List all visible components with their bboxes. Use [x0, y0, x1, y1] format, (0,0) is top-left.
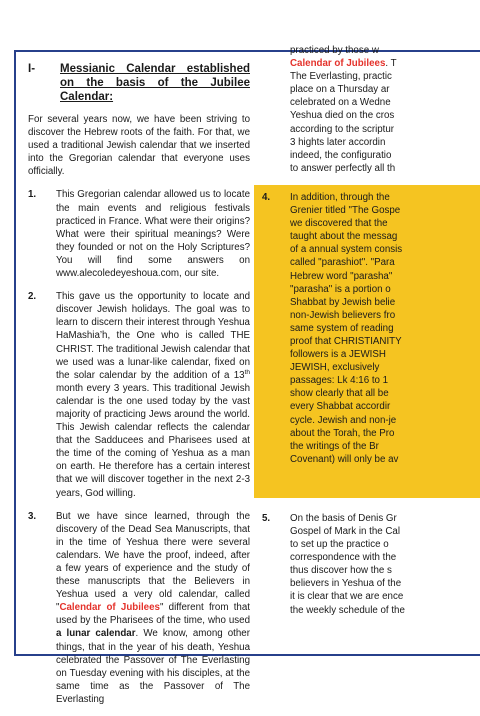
list-item-2	[28, 290, 250, 500]
item-number: 3.	[28, 510, 37, 522]
text-line: Covenant) will only be av	[290, 453, 399, 465]
highlight-box	[254, 185, 480, 498]
text-line: believers in Yeshua of the	[290, 578, 402, 590]
text-line: Grenier titled "The Gospe	[290, 205, 401, 217]
item-number: 5.	[262, 512, 271, 524]
item-text-cont: " different from that used by the Pharisees of the time, who used	[56, 602, 250, 627]
list-item-5	[262, 512, 480, 617]
text-line: every Shabbat accordir	[290, 401, 391, 413]
text-line: proof that CHRISTIANITY	[290, 335, 402, 347]
text-line: non-Jewish believers fro	[290, 309, 396, 321]
text-line: same system of reading	[290, 322, 394, 334]
item-text-end: . We know, among other things, that in the year of his death, Yeshua celebrated the Passover of The Everlasting on Tuesday evening with his disciples, at the same time as the Passover of The Everlasting	[56, 628, 250, 705]
text-line: show clearly that all be	[290, 388, 389, 400]
text-line: Hebrew word "parasha"	[290, 270, 393, 282]
section-number: I-	[28, 63, 36, 75]
text-line: JEWISH, exclusively	[290, 362, 380, 374]
text-line: about the Torah, the Pro	[290, 427, 395, 439]
bold-term: a lunar calendar	[56, 628, 136, 640]
text-line: The Everlasting, practic	[290, 71, 392, 83]
section-heading	[28, 62, 250, 104]
text-line: "parasha" is a portion o	[290, 283, 391, 295]
text-line: passages: Lk 4:16 to 1	[290, 375, 389, 387]
text-line: called "parashiot". "Para	[290, 257, 395, 269]
text-line: In addition, through the	[290, 191, 390, 203]
text-line: indeed, the configuratio	[290, 149, 392, 161]
item-number: 4.	[262, 191, 271, 203]
text-line: practiced by those w	[290, 45, 379, 56]
text-line: correspondence with the	[290, 552, 397, 564]
text-line: Calendar of Jubilees. T	[290, 58, 397, 70]
item-number: 1.	[28, 189, 37, 201]
text-line: place on a Thursday ar	[290, 84, 390, 96]
list-item-4	[262, 191, 480, 492]
list-item-3	[28, 510, 250, 706]
text-line: to answer perfectly all th	[290, 162, 396, 174]
text-line: it is clear that we are ence	[290, 591, 404, 603]
highlight-term: Calendar of Jubilees	[59, 602, 160, 614]
item-body	[290, 191, 480, 492]
item-text: This gave us the opportunity to locate and discover Jewish holidays. The goal was to learn to discern their interest through Yeshua HaMashia’h, the One who is called THE CHRIST. The traditional Jewish calendar that we used was a lunar-like calendar, fixed on the solar calendar by the addition of a 13	[56, 291, 250, 381]
item-text-cont: month every 3 years. This traditional Jewish calendar is the one used today by the vast majority of practicing Jews around the world. This Jewish calendar reflects the calendar that the Sadducees and Pharisees used at the time of the coming of Yeshua as a man on earth. He therefore has a certain interest that we will discover together in the next 2-3 years, God willing.	[56, 382, 250, 499]
section-title: Messianic Calendar established on the basis of the Jubilee Calendar:	[60, 63, 250, 103]
text-line: Gospel of Mark in the Cal	[290, 526, 401, 537]
text-line: followers is a JEWISH	[290, 349, 386, 361]
continued-text	[262, 44, 480, 175]
text-line: 3 hights later accordin	[290, 136, 386, 148]
text-line: celebrated on a Wedne	[290, 97, 391, 109]
text-line: of a annual system consis	[290, 244, 403, 256]
item-body	[56, 290, 250, 500]
text-line: On the basis of Denis Gr	[290, 512, 397, 524]
text-line: Shabbat by Jewish belie	[290, 296, 396, 308]
text-line: cycle. Jewish and non-je	[290, 414, 397, 426]
highlight-term: Calendar of Jubilees	[290, 58, 386, 70]
item-text: This Gregorian calendar allowed us to locate the main events and religious festivals practiced in France. What were their origins? What were their spiritual meanings? Were they founded or not on the Holy Scriptures? You will find some answers on www.alecoledeyeshoua.com, our site.	[56, 189, 250, 280]
intro-paragraph: For several years now, we have been striving to discover the Hebrew roots of the faith. For that, we used a traditional Jewish calendar that we inserted into the Gregorian calendar that everyone uses officially.	[28, 114, 250, 178]
item-body	[290, 512, 480, 617]
text-line: according to the scriptur	[290, 123, 395, 135]
left-column	[28, 62, 250, 716]
text-line: taught about the messag	[290, 231, 398, 243]
item-text: But we have since learned, through the discovery of the Dead Sea Manuscripts, that in the time of Yeshua there were several calendars. We have the proof, indeed, after a few years of experience and the study of these manuscripts that the Believers in Yeshua used a very old calendar, called "	[56, 510, 250, 614]
text-line: the weekly schedule of the	[290, 604, 405, 616]
right-column	[262, 44, 480, 627]
item-number: 2.	[28, 291, 37, 303]
text-line: we discovered that the	[290, 218, 388, 230]
ordinal-suffix: th	[244, 368, 250, 376]
text-line: thus discover how the s	[290, 565, 392, 577]
text-line: the writings of the Br	[290, 440, 379, 452]
text-line: to set up the practice o	[290, 539, 389, 551]
item-body	[56, 510, 250, 706]
list-item-1	[28, 188, 250, 280]
text-line: Yeshua died on the cros	[290, 110, 395, 122]
